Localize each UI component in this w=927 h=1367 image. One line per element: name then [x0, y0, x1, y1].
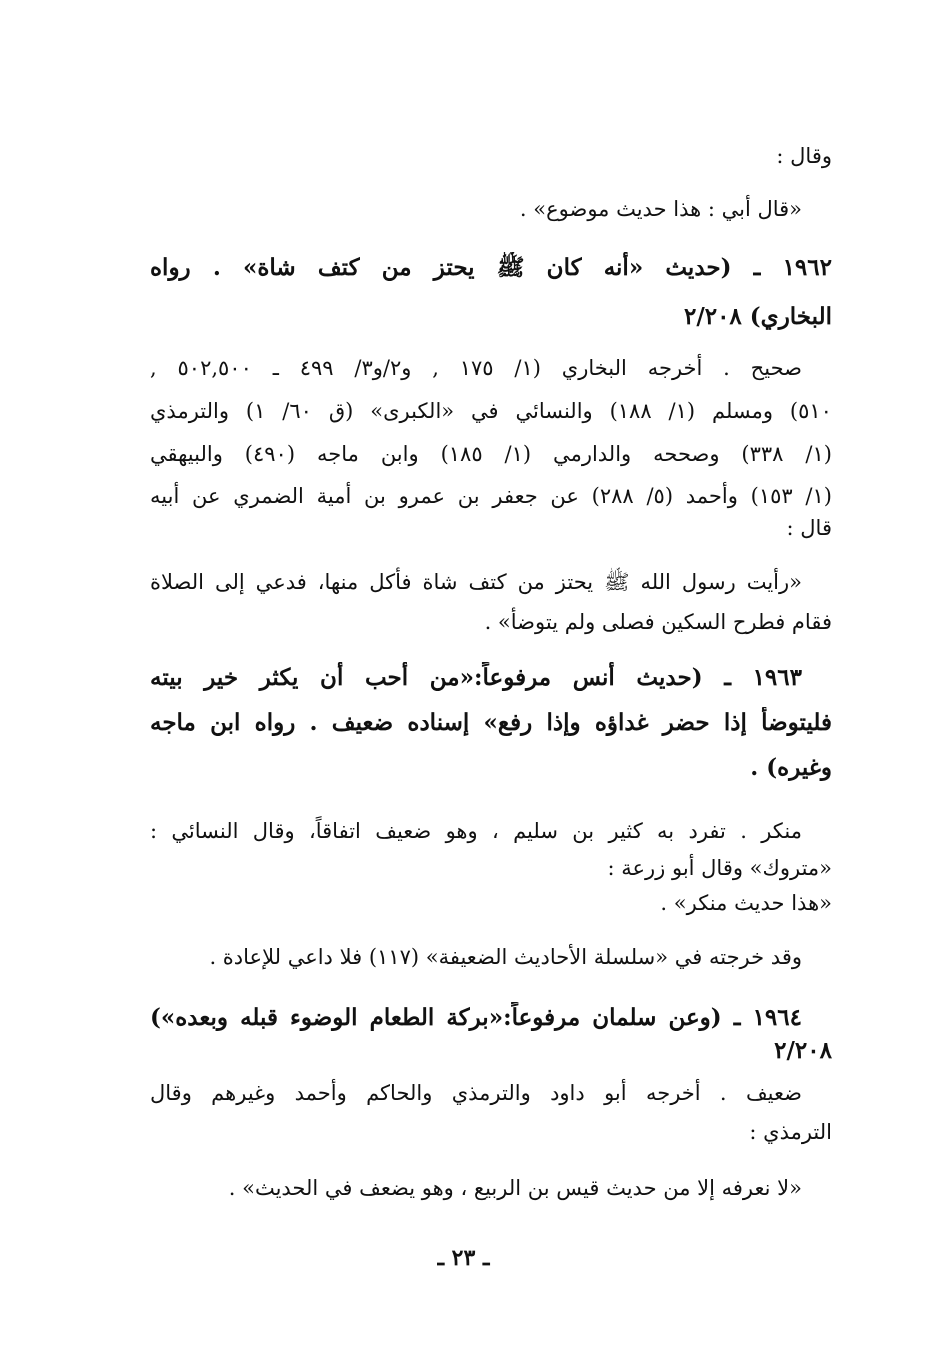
- text-line: ضعيف . أخرجه أبو داود والترمذي والحاكم وأحمد وغيرهم وقال: [150, 1081, 802, 1105]
- text-line: وقد خرجته في «سلسلة الأحاديث الضعيفة» (١١٧) فلا داعي للإعادة .: [209, 945, 802, 969]
- hadith-heading: البخاري) ٢/٢٠٨: [683, 303, 832, 330]
- quote-line: فقام فطرح السكين فصلى ولم يتوضأ» .: [484, 610, 832, 634]
- text-line: «متروك» وقال أبو زرعة :: [607, 856, 832, 880]
- hadith-heading: وغيره) .: [750, 754, 832, 781]
- page-number: ـ ٢٣ ـ: [437, 1245, 490, 1271]
- text-line: (١/ ٣٣٨) وصححه والدارمي (١/ ١٨٥) وابن ماجه (٤٩٠) والبيهقي: [150, 442, 832, 466]
- hadith-heading: ١٩٦٣ ـ (حديث أنس مرفوعاً:«من أحب أن يكثر خير بيته: [150, 664, 802, 691]
- quote-line: «هذا حديث منكر» .: [660, 891, 832, 915]
- hadith-heading: فليتوضأ إذا حضر غداؤه وإذا رفع» إسناده ضعيف . رواه ابن ماجه: [150, 709, 832, 736]
- hadith-heading: ١٩٦٤ ـ (وعن سلمان مرفوعاً:«بركة الطعام الوضوء قبله وبعده»): [150, 1004, 802, 1031]
- text-line: وقال :: [776, 144, 832, 168]
- hadith-heading: ٢/٢٠٨: [774, 1037, 832, 1064]
- text-line: منكر . تفرد به كثير بن سليم ، وهو ضعيف اتفاقاً، وقال النسائي :: [150, 819, 802, 843]
- text-line: ٥١٠) ومسلم (١/ ١٨٨) والنسائي في «الكبرى» (ق ٦٠/ ١) والترمذي: [150, 399, 832, 423]
- quote-line: «رأيت رسول الله ﷺ يحتز من كتف شاة فأكل منها، فدعي إلى الصلاة: [150, 570, 802, 594]
- text-line: الترمذي :: [749, 1120, 832, 1144]
- text-line: صحيح . أخرجه البخاري (١/ ١٧٥ , و٢/و٣/ ٤٩٩ ـ ٥٠٢,٥٠٠ ,: [150, 356, 802, 380]
- text-line: (١/ ١٥٣) وأحمد (٥/ ٢٨٨) عن جعفر بن عمرو بن أمية الضمري عن أبيه: [150, 484, 832, 508]
- hadith-heading: ١٩٦٢ ـ (حديث «أنه كان ﷺ يحتز من كتف شاة» . رواه: [150, 254, 832, 281]
- quote-line: «لا نعرفه إلا من حديث قيس بن الربيع ، وهو يضعف في الحديث» .: [228, 1176, 802, 1200]
- text-line: قال :: [786, 516, 832, 540]
- quote-line: «قال أبي : هذا حديث موضوع» .: [519, 197, 802, 221]
